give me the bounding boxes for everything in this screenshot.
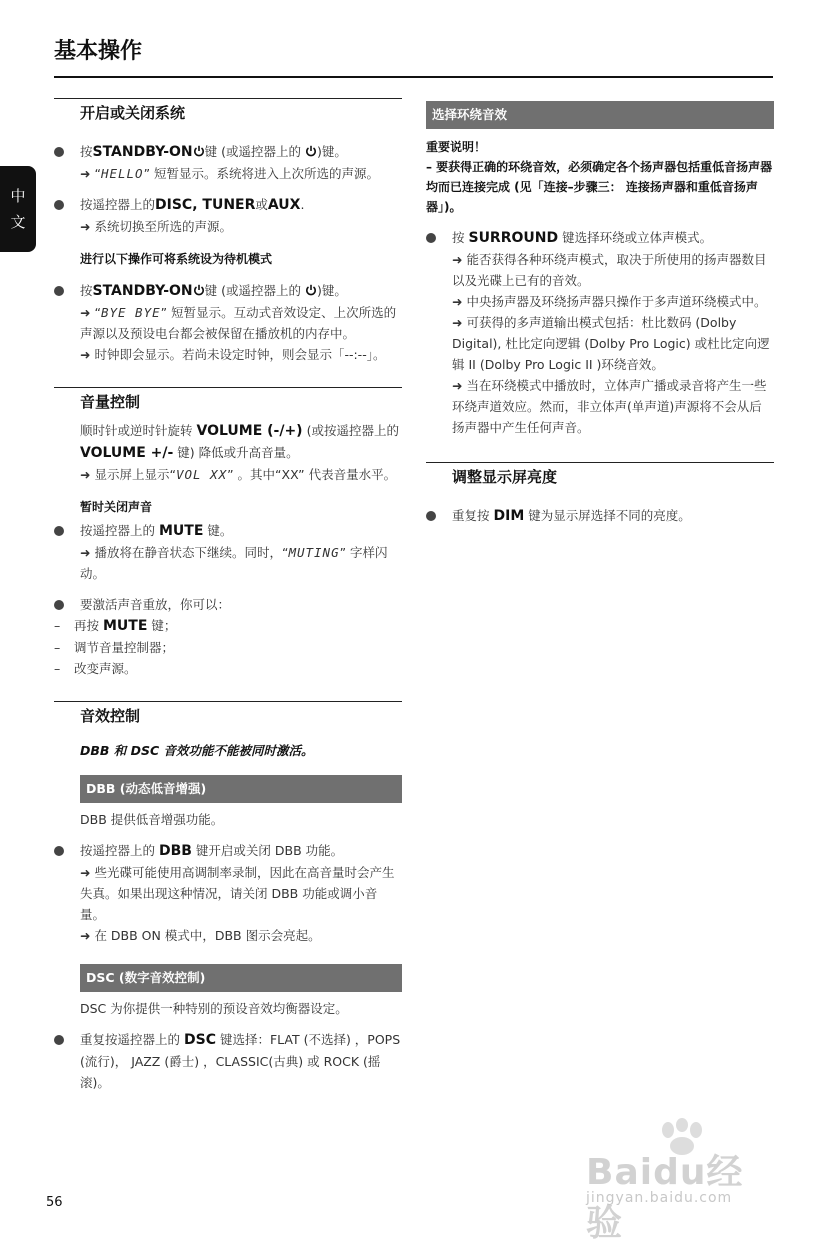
key-label: STANDBY-ON — [92, 144, 193, 160]
dsc-description: DSC 为你提供一种特别的预设音效均衡器设定。 — [80, 1001, 348, 1016]
bullet-dot — [54, 147, 64, 157]
dim-bullet — [426, 505, 774, 527]
watermark-logo: Baidu经验 — [586, 1152, 744, 1244]
key-label: DBB — [158, 843, 192, 859]
dbb-description: DBB 提供低音增强功能。 — [80, 812, 224, 827]
text: 重复按 — [452, 508, 494, 523]
key-label: AUX — [267, 197, 301, 213]
bullet-dot — [54, 286, 64, 296]
text: 再按 — [74, 618, 103, 633]
section-volume-title: 音量控制 — [54, 387, 402, 420]
text: ” 字样闪动。 — [80, 545, 388, 581]
arrow-text: ➜ 中央扬声器及环绕扬声器只操作于多声道环绕模式中。 — [452, 294, 767, 309]
language-tab-char-1: 中 — [10, 187, 26, 205]
left-column — [54, 98, 402, 1093]
arrow-text: ➜ 显示屏上显示“ — [80, 467, 176, 482]
section-power-title: 开启或关闭系统 — [54, 98, 402, 131]
text: 按 — [80, 283, 93, 298]
text: ” 短暂显示。系统将进入上次所选的声源。 — [143, 166, 380, 181]
bullet-dot — [54, 846, 64, 856]
text: 调节音量控制器； — [74, 640, 175, 655]
lcd-text: HELLO — [100, 166, 144, 181]
text: 键选择环绕或立体声模式。 — [558, 230, 713, 245]
sound-note: DBB 和 DSC 音效功能不能被同时激活。 — [80, 743, 314, 758]
text: 按遥控器上的 — [80, 843, 159, 858]
mute-bullet-1 — [54, 520, 402, 584]
text: 键 (或遥控器上的 — [204, 144, 302, 159]
key-label: MUTE — [102, 618, 148, 634]
important-title: 重要说明！ — [426, 140, 487, 154]
text: 按遥控器上的 — [80, 197, 156, 212]
standby-icon — [193, 284, 205, 296]
lcd-text: VOL XX — [175, 467, 228, 482]
mute-subheading: 暂时关闭声音 — [80, 500, 153, 514]
text: 键； — [147, 618, 177, 633]
text: 键开启或关闭 DBB 功能。 — [191, 843, 344, 858]
dash-item-3: – 改变声源。 — [54, 661, 137, 676]
bullet-dot — [54, 1035, 64, 1045]
surround-bullet — [426, 227, 774, 438]
dsc-bullet — [54, 1029, 402, 1093]
key-label: SURROUND — [468, 230, 559, 246]
lcd-text: MUTING — [288, 545, 340, 560]
standby-icon — [193, 145, 205, 157]
surround-bar-heading: 选择环绕音效 — [426, 101, 774, 129]
text: )键。 — [317, 283, 347, 298]
dash-item-2: – 调节音量控制器； — [54, 640, 175, 655]
language-tab — [0, 166, 36, 252]
text: . — [300, 197, 305, 212]
bullet-dot — [54, 526, 64, 536]
key-label: VOLUME (-/+) — [196, 423, 303, 439]
page-title: 基本操作 — [54, 39, 143, 64]
bullet-dot — [54, 200, 64, 210]
key-label: DISC, TUNER — [155, 197, 256, 213]
text: 重复按遥控器上的 — [80, 1032, 184, 1047]
arrow-text: ➜ 系统切换至所选的声源。 — [80, 219, 232, 234]
arrow-text: ➜ 可获得的多声道输出模式包括：杜比数码 (Dolby Digital), 杜比定向逻辑 (Dolby Pro Logic) 或杜比定向逻辑 II (Dolby Pro Logic II )环绕音效。 — [452, 315, 770, 372]
standby-subheading: 进行以下操作可将系统设为待机模式 — [80, 252, 273, 266]
text: (或按遥控器上的 — [302, 423, 399, 438]
text: 键。 — [203, 523, 233, 538]
text: )键。 — [317, 144, 347, 159]
key-label: DSC — [183, 1032, 216, 1048]
standby-icon — [305, 145, 317, 157]
key-label: MUTE — [158, 523, 204, 539]
volume-paragraph — [54, 420, 402, 485]
text: 键) 降低或升高音量。 — [173, 445, 299, 460]
text: 键为显示屏选择不同的亮度。 — [524, 508, 691, 523]
dbb-bullet — [54, 840, 402, 946]
arrow-text: ➜ 播放将在静音状态下继续。同时，“ — [80, 545, 289, 560]
text: ” 短暂显示。互动式音效设定、上次所选的声源以及预设电台都会被保留在播放机的内存中。 — [80, 305, 397, 341]
right-column — [426, 101, 774, 527]
text: 键选择：FLAT (不选择) ，POPS (流行)， JAZZ (爵士) ，CLASSIC(古典) 或 ROCK (摇滚)。 — [80, 1032, 401, 1090]
watermark-url: jingyan.baidu.com — [586, 1190, 733, 1206]
text: 要激活声音重放，你可以： — [80, 597, 231, 612]
section-dim-title: 调整显示屏亮度 — [426, 462, 774, 495]
key-label: STANDBY-ON — [92, 283, 193, 299]
key-label: VOLUME +/- — [80, 445, 174, 461]
arrow-text: ➜ 时钟即会显示。若尚未设定时钟，则会显示「--:--」。 — [80, 347, 386, 362]
arrow-text: ➜ 在 DBB ON 模式中，DBB 图示会亮起。 — [80, 928, 321, 943]
arrow-text: ➜ 些光碟可能使用高调制率录制，因此在高音量时会产生失真。如果出现这种情况，请关闭 DBB 功能或调小音量。 — [80, 865, 395, 922]
bullet-dot — [426, 233, 436, 243]
text: ” 。其中“XX” 代表音量水平。 — [227, 467, 397, 482]
standby-icon — [305, 284, 317, 296]
bullet-dot — [426, 511, 436, 521]
key-label: DIM — [493, 508, 525, 524]
text: 键 (或遥控器上的 — [204, 283, 302, 298]
power-bullet-2 — [54, 194, 402, 237]
arrow-text: ➜ 当在环绕模式中播放时，立体声广播或录音将产生一些环绕声道效应。然而，非立体声(单声道)声源将不会从后扬声器中产生任何声音。 — [452, 378, 767, 435]
text: 改变声源。 — [74, 661, 137, 676]
arrow-text: ➜ 能否获得各种环绕声模式，取决于所使用的扬声器数目以及光碟上已有的音效。 — [452, 252, 767, 288]
mute-bullet-2 — [54, 594, 402, 615]
dsc-bar-heading: DSC (数字音效控制) — [80, 964, 402, 992]
text: 顺时针或逆时针旋转 — [80, 423, 197, 438]
page-number: 56 — [46, 1195, 63, 1210]
text: 或 — [255, 197, 268, 212]
arrow-text: ➜ “ — [80, 305, 101, 320]
important-text: – 要获得正确的环绕音效，必须确定各个扬声器包括重低音扬声器均而已连接完成 (见「连接–步骤三： 连接扬声器和重低音扬声器」)。 — [426, 160, 773, 214]
title-rule — [54, 76, 773, 78]
text: 按遥控器上的 — [80, 523, 159, 538]
baidu-watermark — [586, 1118, 776, 1244]
dbb-bar-heading: DBB (动态低音增强) — [80, 775, 402, 803]
arrow-text: ➜ “ — [80, 166, 101, 181]
bullet-dot — [54, 600, 64, 610]
lcd-text: BYE BYE — [100, 305, 161, 320]
text: 按 — [452, 230, 469, 245]
language-tab-char-2: 文 — [10, 213, 26, 231]
dash-item-1: – 再按 MUTE 键； — [54, 618, 177, 634]
power-bullet-3 — [54, 280, 402, 365]
power-bullet-1 — [54, 141, 402, 184]
section-sound-title: 音效控制 — [54, 701, 402, 734]
text: 按 — [80, 144, 93, 159]
